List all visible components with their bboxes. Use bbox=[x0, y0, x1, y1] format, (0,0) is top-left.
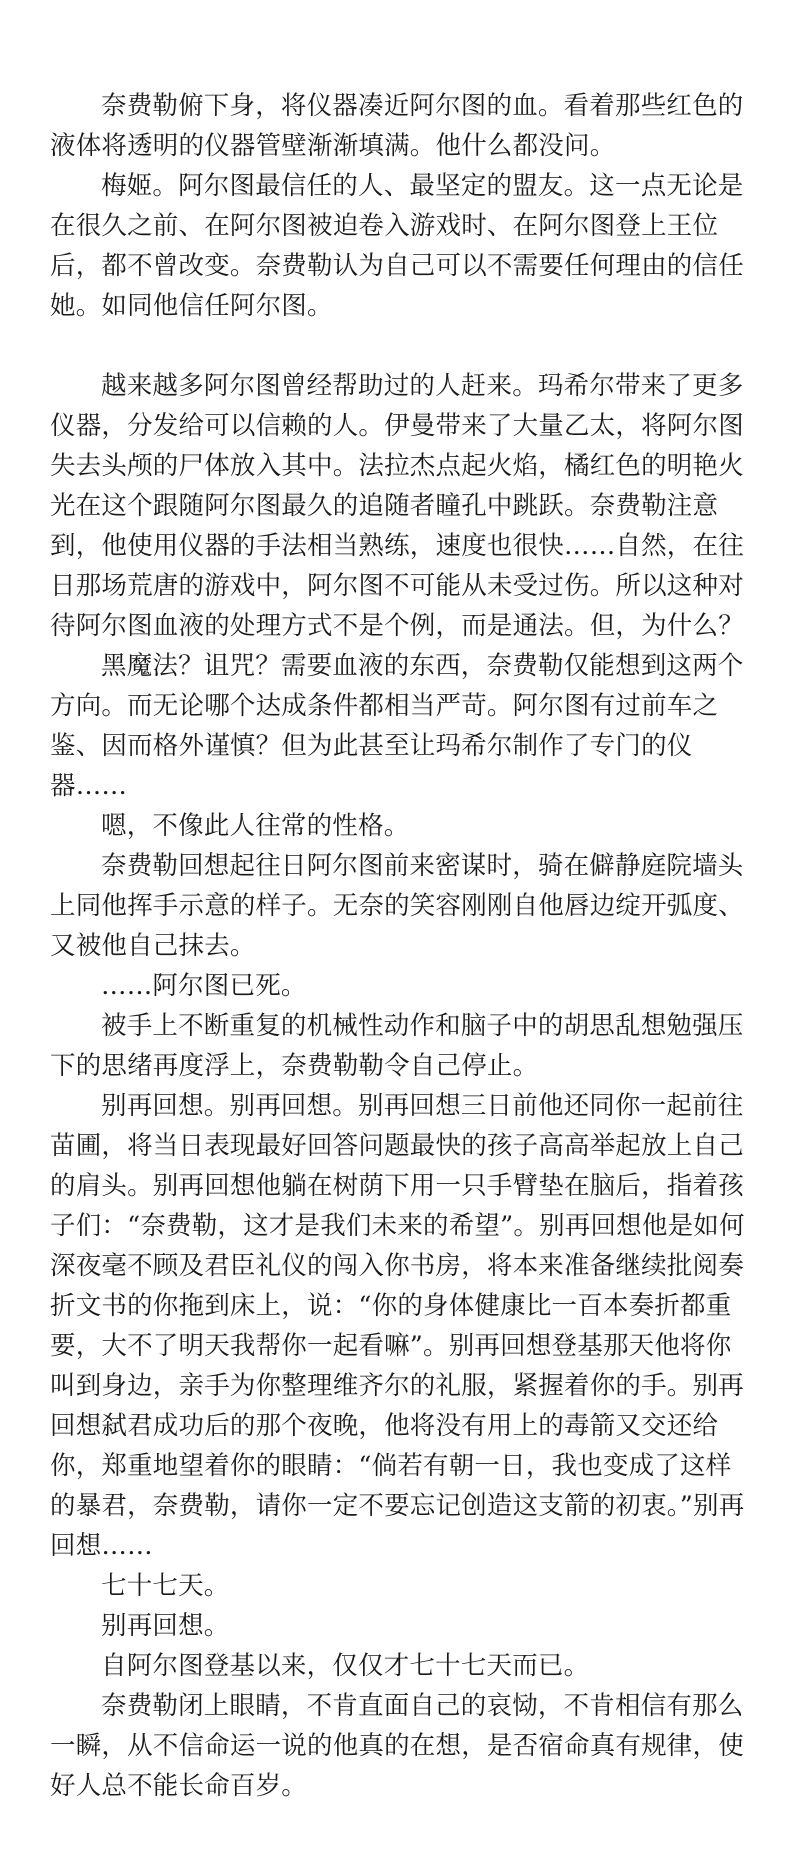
paragraph: 嗯，不像此人往常的性格。 bbox=[101, 811, 410, 841]
paragraph: ……阿尔图已死。 bbox=[101, 971, 307, 1001]
paragraph: 奈费勒闭上眼睛，不肯直面自己的哀恸，不肯相信有那么一瞬，从不信命运一说的他真的在想，是否宿命真有规律，使好人总不能长命百岁。 bbox=[50, 1691, 744, 1801]
paragraph: 别再回想。 bbox=[101, 1611, 230, 1641]
paragraph: 奈费勒俯下身，将仪器凑近阿尔图的血。看着那些红色的液体将透明的仪器管壁渐渐填满。他什么都没问。 bbox=[50, 91, 744, 161]
story-page bbox=[50, 86, 750, 1806]
paragraph: 黑魔法？诅咒？需要血液的东西，奈费勒仅能想到这两个方向。而无论哪个达成条件都相当严苛。阿尔图有过前车之鉴、因而格外谨慎？但为此甚至让玛希尔制作了专门的仪器…… bbox=[50, 651, 744, 801]
paragraph: 别再回想。别再回想。别再回想三日前他还同你一起前往苗圃，将当日表现最好回答问题最快的孩子高高举起放上自己的肩头。别再回想他躺在树荫下用一只手臂垫在脑后，指着孩子们：“奈费勒，这才是我们未来的希望”。别再回想他是如何深夜毫不顾及君臣礼仪的闯入你书房，将本来准备继续批阅奏折文书的你拖到床上，说：“你的身体健康比一百本奏折都重要，大不了明天我帮你一起看嘛”。别再回想登基那天他将你叫到身边，亲手为你整理维齐尔的礼服，紧握着你的手。别再回想弑君成功后的那个夜晚，他将没有用上的毒箭又交还给你，郑重地望着你的眼睛：“倘若有朝一日，我也变成了这样的暴君，奈费勒，请你一定不要忘记创造这支箭的初衷。”别再回想…… bbox=[50, 1091, 745, 1561]
paragraph: 梅姬。阿尔图最信任的人、最坚定的盟友。这一点无论是在很久之前、在阿尔图被迫卷入游戏时、在阿尔图登上王位后，都不曾改变。奈费勒认为自己可以不需要任何理由的信任她。如同他信任阿尔图。 bbox=[50, 171, 744, 321]
section-break bbox=[50, 326, 750, 366]
paragraph: 七十七天。 bbox=[101, 1571, 230, 1601]
paragraph: 被手上不断重复的机械性动作和脑子中的胡思乱想勉强压下的思绪再度浮上，奈费勒勒令自己停止。 bbox=[50, 1011, 744, 1081]
paragraph: 奈费勒回想起往日阿尔图前来密谋时，骑在僻静庭院墙头上同他挥手示意的样子。无奈的笑容刚刚自他唇边绽开弧度、又被他自己抹去。 bbox=[50, 851, 744, 961]
paragraph: 越来越多阿尔图曾经帮助过的人赶来。玛希尔带来了更多仪器，分发给可以信赖的人。伊曼带来了大量乙太，将阿尔图失去头颅的尸体放入其中。法拉杰点起火焰，橘红色的明艳火光在这个跟随阿尔图最久的追随者瞳孔中跳跃。奈费勒注意到，他使用仪器的手法相当熟练，速度也很快……自然，在往日那场荒唐的游戏中，阿尔图不可能从未受过伤。所以这种对待阿尔图血液的处理方式不是个例，而是通法。但，为什么？ bbox=[50, 371, 744, 641]
paragraph: 自阿尔图登基以来，仅仅才七十七天而已。 bbox=[101, 1651, 590, 1681]
